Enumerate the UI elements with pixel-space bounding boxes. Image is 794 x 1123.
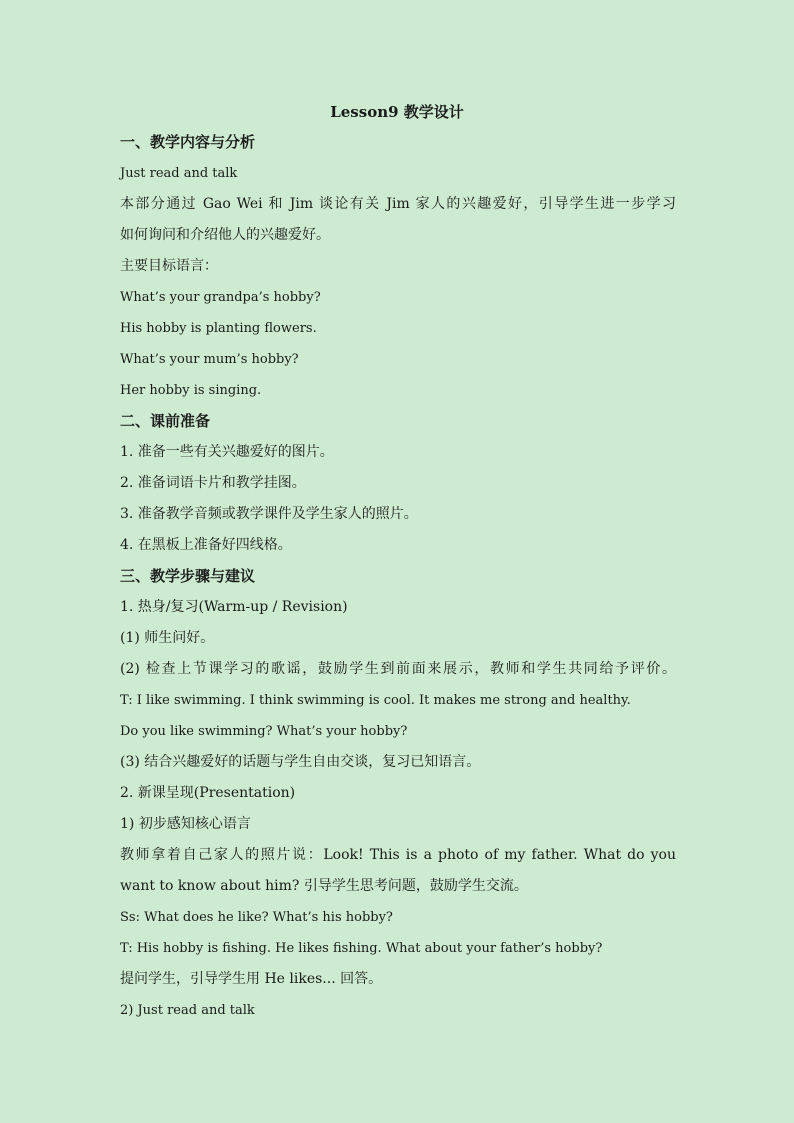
text-line: 4. 在黑板上准备好四线格。 <box>120 537 292 553</box>
text-line: 教师拿着自己家人的照片说：Look! This is a photo of my father. What do you <box>120 847 676 863</box>
text-line: 1. 热身/复习(Warm-up / Revision) <box>120 599 348 615</box>
text-line: 提问学生，引导学生用 He likes... 回答。 <box>120 971 383 987</box>
section-heading: 一、教学内容与分析 <box>120 133 256 151</box>
section-heading: 三、教学步骤与建议 <box>120 567 256 585</box>
text-line: 本部分通过 Gao Wei 和 Jim 谈论有关 Jim 家人的兴趣爱好，引导学生进一步学习 <box>120 196 676 212</box>
text-line: What’s your mum’s hobby? <box>120 352 299 367</box>
text-line: 3. 准备教学音频或教学课件及学生家人的照片。 <box>120 506 418 522</box>
text-line: want to know about him? 引导学生思考问题，鼓励学生交流。 <box>120 878 528 894</box>
text-line: Ss: What does he like? What’s his hobby? <box>120 910 393 925</box>
text-line: 如何询问和介绍他人的兴趣爱好。 <box>120 227 330 243</box>
text-line: 主要目标语言： <box>120 258 218 274</box>
text-line: Her hobby is singing. <box>120 383 262 398</box>
text-line: (2) 检查上节课学习的歌谣，鼓励学生到前面来展示，教师和学生共同给予评价。 <box>120 661 676 677</box>
text-line: T: His hobby is fishing. He likes fishing. What about your father’s hobby? <box>120 941 603 956</box>
text-line: (1) 师生问好。 <box>120 630 215 646</box>
text-line: 1. 准备一些有关兴趣爱好的图片。 <box>120 444 334 460</box>
text-line: 2) Just read and talk <box>120 1003 255 1018</box>
text-line: 2. 准备词语卡片和教学挂图。 <box>120 475 306 491</box>
text-line: Just read and talk <box>120 166 238 181</box>
section-heading: 二、课前准备 <box>120 412 211 430</box>
text-line: (3) 结合兴趣爱好的话题与学生自由交谈，复习已知语言。 <box>120 754 481 770</box>
text-line: Do you like swimming? What’s your hobby? <box>120 724 408 739</box>
text-line: What’s your grandpa’s hobby? <box>120 290 321 305</box>
text-line: 1) 初步感知核心语言 <box>120 816 251 832</box>
text-line: His hobby is planting flowers. <box>120 321 317 336</box>
document-title: Lesson9 教学设计 <box>330 103 464 121</box>
text-line: T: I like swimming. I think swimming is cool. It makes me strong and healthy. <box>120 693 631 708</box>
text-line: 2. 新课呈现(Presentation) <box>120 785 296 801</box>
